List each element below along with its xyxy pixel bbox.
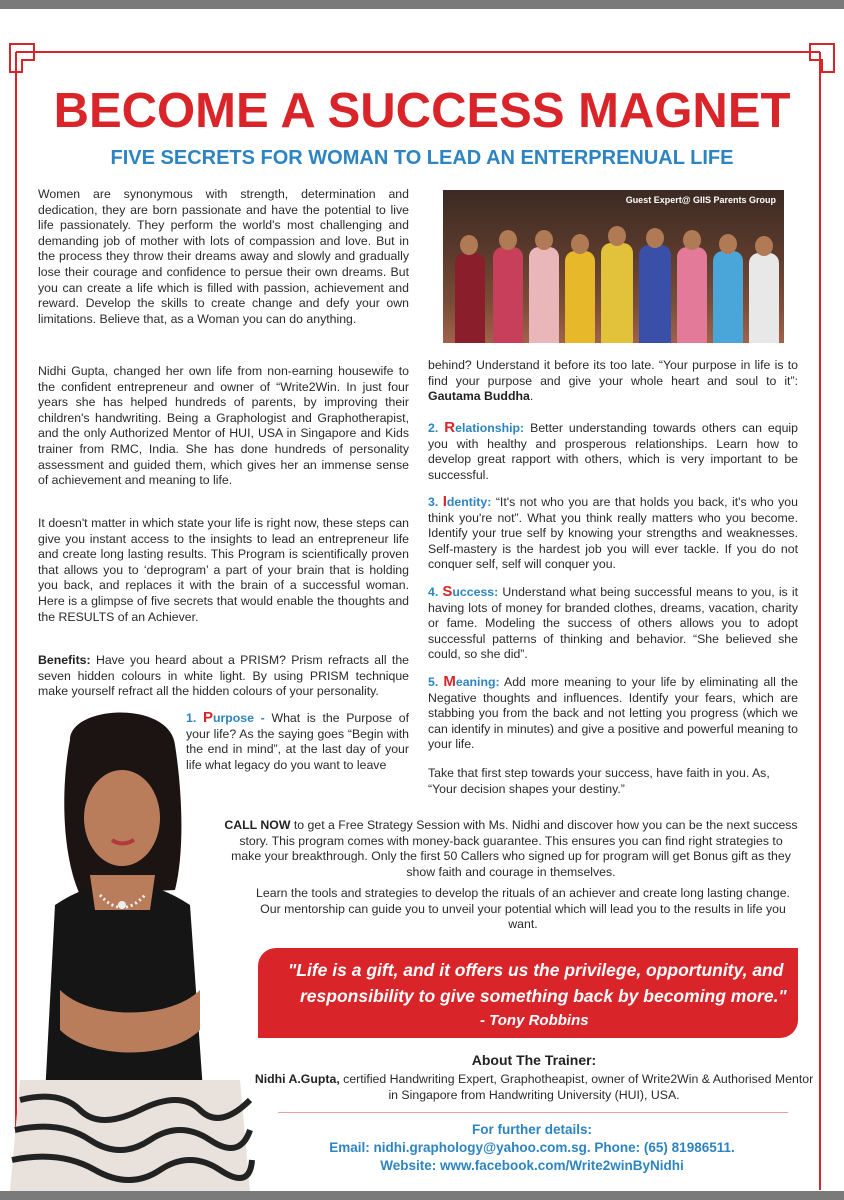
call-now-paragraph — [224, 818, 798, 880]
top-border-bar — [0, 0, 844, 9]
about-trainer — [254, 1052, 814, 1103]
purpose-initial: P — [202, 709, 213, 726]
success-label: uccess: — [452, 585, 499, 599]
page-subtitle: FIVE SECRETS FOR WOMAN TO LEAD AN ENTERPRENUAL LIFE — [110, 147, 734, 169]
relationship-item — [428, 420, 798, 483]
learn-paragraph: Learn the tools and strategies to develop the rituals of an achiever and create long lasting change. Our mentorship can guide you to unveil your potential which will lead you to the results in life you want. — [256, 886, 790, 932]
photo-head — [571, 234, 589, 254]
bottom-border-bar — [0, 1191, 844, 1200]
photo-head — [646, 228, 664, 248]
relationship-text: Better understanding towards others can equip you with healthy and prosperous relationships. Learn how to develop great rapport with others, which is very important to be successful. — [428, 421, 798, 482]
photo-head — [683, 230, 701, 250]
photo-head — [499, 230, 517, 250]
photo-head — [719, 234, 737, 254]
photo-head — [460, 235, 478, 255]
divider — [278, 1112, 788, 1113]
photo-person — [601, 243, 633, 343]
identity-label: dentity: — [446, 495, 492, 509]
photo-person — [529, 247, 559, 343]
trainer-photo — [0, 700, 260, 1191]
success-text: Understand what being successful means to you, is it having lots of money for branded clothes, dreams, vacation, charity or fame. Modeling the success of others allows you to adopt successful patterns of thinking and behavior. “She believed she could, so she did”. — [428, 585, 798, 662]
photo-person — [455, 253, 485, 343]
purpose-text: What is the Purpose of your life? As the saying goes “Begin with the end in mind”, at the last day of your life what legacy do you want to leave — [186, 711, 409, 772]
website-link[interactable]: Website: www.facebook.com/Write2winByNidhi — [380, 1158, 684, 1173]
purpose-number: 1. — [186, 711, 203, 725]
meaning-text: Add more meaning to your life by eliminating all the Negative thoughts and influences. Identify your fears, which are stabbing you from the back and not letting you progress (which we can identify in minutes) and give a positive and powerful meaning to your life. — [428, 675, 798, 752]
identity-text: “It's not who you are that holds you back, it's who you think you're not”. What you think really matters who you become. Identify your true self by knowing your strengths and weaknesses. Self-mastery is the hardest job you will ever tackle. If you do not conquer self, self will conquer you. — [428, 495, 798, 572]
trainer-name: Nidhi A.Gupta, — [254, 1072, 340, 1086]
photo-person — [565, 251, 595, 343]
purpose-cont-text: behind? Understand it before its too late. “Your purpose in life is to find your purpose and give your whole heart and soul to it”: — [428, 358, 798, 388]
photo-person — [493, 247, 523, 343]
photo-caption: Guest Expert@ GIIS Parents Group — [625, 195, 776, 205]
call-now-text: to get a Free Strategy Session with Ms. Nidhi and discover how you can be the next success story. This program comes with money-back guarantee. This ensures you can find right strategies to make your breakthrough. Only the first 50 Callers who signed up for program will get Bonus gift as they show faith and courage in themselves. — [231, 818, 798, 879]
photo-person — [677, 247, 707, 343]
success-item — [428, 584, 798, 663]
photo-head — [755, 236, 773, 256]
contact-line[interactable]: Email: nidhi.graphology@yahoo.com.sg. Phone: (65) 81986511. — [329, 1140, 735, 1155]
relationship-label: elationship: — [455, 421, 525, 435]
call-now-label: CALL NOW — [224, 818, 291, 832]
quote-author: - Tony Robbins — [480, 1012, 589, 1029]
meaning-item — [428, 674, 798, 753]
page-title: BECOME A SUCCESS MAGNET — [53, 84, 791, 138]
buddha-author: Gautama Buddha — [428, 389, 530, 404]
meaning-label: eaning: — [455, 675, 500, 689]
meaning-number: 5. — [428, 675, 444, 689]
program-paragraph: It doesn't matter in which state your life is right now, these steps can give you instant access to the insights to lead an entrepreneur life and create long lasting results. This Program is scientifically proven that allows you to ‘deprogram’ a part of your brain that is holding you back, and replaces it with the brain of a successful woman. Here is a glimpse of five secrets that would enable the thoughts and the RESULTS of an Achiever. — [38, 516, 409, 624]
benefits-label: Benefits: — [38, 653, 91, 667]
identity-number: 3. — [428, 495, 443, 509]
group-photo — [443, 190, 784, 343]
success-number: 4. — [428, 585, 443, 599]
purpose-dash: - — [253, 711, 272, 725]
quote-line-2: responsibility to give something back by becoming more." — [300, 986, 787, 1006]
details-heading: For further details: — [471, 1122, 592, 1137]
contact-details — [262, 1121, 802, 1175]
purpose-continuation — [428, 358, 798, 405]
photo-person — [749, 253, 779, 343]
quote-box — [258, 948, 798, 1038]
quote-line-1: "Life is a gift, and it offers us the privilege, opportunity, and — [288, 960, 784, 980]
about-text: certified Handwriting Expert, Graphotheapist, owner of Write2Win & Authorised Mentor in Singapore from Handwriting University (HUI), USA. — [339, 1072, 814, 1102]
benefits-paragraph — [38, 653, 409, 700]
intro-paragraph: Women are synonymous with strength, determination and dedication, they are born passionate and have the potential to live life passionately. They perform the world's most challenging and demanding job of mother with lots of compassion and love. But in the process they throw their dreams away and slowly and gradually lose their courage and confidence to persue their own dreams. But you can create a life which is filled with passion, achievement and reward. Develop the skills to create change and defy your own limitations. Believe that, as a Woman you can do anything. — [38, 187, 409, 326]
meaning-initial: M — [443, 673, 456, 690]
about-body — [254, 1071, 814, 1103]
about-heading: About The Trainer: — [471, 1052, 597, 1068]
photo-person — [639, 245, 671, 343]
benefits-text: Have you heard about a PRISM? Prism refracts all the seven hidden colours in white light. By using PRISM technique make yourself refract all the hidden colours of your personality. — [38, 653, 409, 699]
photo-head — [535, 230, 553, 250]
success-initial: S — [442, 583, 453, 600]
relationship-initial: R — [444, 419, 456, 436]
identity-item — [428, 494, 798, 573]
photo-person — [713, 251, 743, 343]
identity-initial: I — [442, 493, 447, 510]
about-nidhi-paragraph: Nidhi Gupta, changed her own life from non-earning housewife to the confident entrepreneur and owner of “Write2Win. In just four years she has helped hundreds of parents, by improving their children's handwriting. Being a Graphologist and Graphotherapist, and the only Authorized Mentor of HUI, USA in Singapore and Kids trainer from RMC, India. She has done hundreds of personality assessment and guided them, which gives her an immense sense of achievement and meaning to life. — [38, 364, 409, 488]
relationship-number: 2. — [428, 421, 445, 435]
photo-head — [608, 226, 626, 246]
closing-paragraph: Take that first step towards your success, have faith in you. As, “Your decision shapes your destiny.” — [428, 766, 770, 796]
purpose-label: urpose — [212, 711, 254, 725]
purpose-cont-end: . — [529, 389, 534, 404]
